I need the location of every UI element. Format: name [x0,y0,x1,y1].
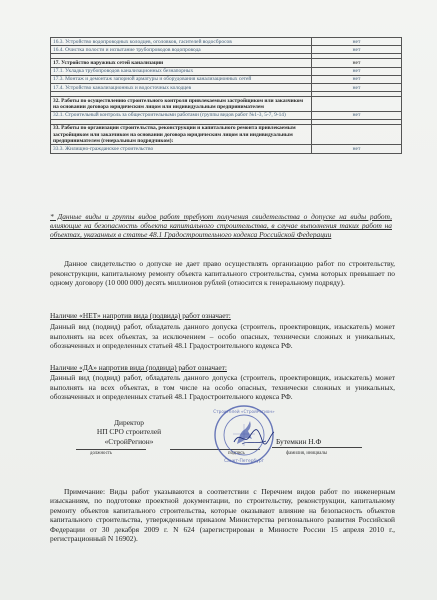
caption-name: фамилия, инициалы [286,451,328,456]
paragraph-no-meaning: Данный вид (подвид) работ, обладатель данного допуска (строитель, проектировщик, изыскатель) может выполнять на всех объектах, за исключением – особо опасных, технически сложных и уникальных, обозначенных и определенных статьей 48.1 Градостроительного кодекса РФ. [50,322,395,351]
work-type-name: 16.3. Устройство водопроводных колодцев, оголовков, гасителей водосбросов [51,38,312,46]
work-type-status: нет [312,38,402,46]
table-row [51,84,402,92]
work-type-status: нет [312,59,402,67]
work-type-status: нет [312,111,402,119]
svg-text:Строителей «СтройРегион»: Строителей «СтройРегион» [213,409,275,414]
paragraph-contract-limit: Данное свидетельство о допуске не дает право осуществлять организацию работ по строительству, реконструкции, капитальному ремонту объекта капитального строительства, сумма которых превышает по одному договору (10 000 000) десять миллионов рублей (относится к генеральному подряду). [50,259,395,288]
work-type-status: нет [312,46,402,54]
signer-position-line: Директор [114,418,144,427]
work-type-name: 33.3. Жилищно-гражданское строительство [51,145,312,153]
work-type-status: нет [312,67,402,75]
remark-note: Примечание: Виды работ указываются в соответствии с Перечнем видов работ по инженерным изысканиям, по подготовке проектной документации, по строительству, реконструкции, капитальному ремонту объектов капитального строительства, которые оказывают влияние на безопасность объектов капитального строительства, утвержденным приказом Министерства регионального развития Российской Федерации от 30 декабря 2009 г. N 624 (зарегистрирован в Минюсте России 15 апреля 2010 г., регистрационный N 16902). [50,487,395,544]
work-type-name: 17.3. Монтаж и демонтаж запорной арматуры и оборудования канализационных сетей [51,75,312,83]
work-type-name: 32. Работы по осуществлению строительного контроля привлекаемым застройщиком или заказчиком на основании договора юридическим лицом или индивидуальным предпринимателем [51,97,312,111]
work-type-status [312,124,402,145]
caption-signature: подпись [228,451,245,456]
work-type-name: 32.1. Строительный контроль за общестроительными работами (группы видов работ №1-3, 5-7, 9-14) [51,111,312,119]
table-row [51,124,402,145]
table-row [51,67,402,75]
work-type-status: нет [312,145,402,153]
svg-text:Санкт-Петербург: Санкт-Петербург [224,459,264,464]
work-type-status: нет [312,84,402,92]
caption-position: должность [90,451,112,456]
table-row [51,46,402,54]
table-row [51,111,402,119]
work-type-name: 16.4. Очистка полости и испытание трубопроводов водопровода [51,46,312,54]
table-row [51,97,402,111]
work-type-status: нет [312,75,402,83]
work-type-status [312,97,402,111]
signature-line-position [76,449,146,450]
signer-position-line: «СтройРегион» [104,436,154,446]
heading-yes-meaning: Наличие «ДА» напротив вида (подвида) работ означает: [50,363,227,372]
work-type-name: 17.1. Укладка трубопроводов канализационных безнапорных [51,67,312,75]
signer-name: Бутемкин Н.Ф [276,437,322,446]
work-types-table [50,37,402,154]
table-row [51,75,402,83]
table-row [51,59,402,67]
handwritten-signature [232,426,276,448]
signature-line-name [272,447,362,448]
table-row [51,145,402,153]
heading-no-meaning: Наличие «НЕТ» напротив вида (подвида) работ означает: [50,311,231,320]
work-type-name: 33. Работы по организации строительства, реконструкции и капитального ремонта привлекаемым застройщиком или заказчиком на основании договора юридическим лицом или индивидуальным предпринимателем (генеральным подрядчиком): [51,124,312,145]
work-type-name: 17.4. Устройство канализационных и водосточных колодцев [51,84,312,92]
signer-position-line: НП СРО строителей [96,427,162,437]
paragraph-yes-meaning: Данный вид (подвид) работ, обладатель данного допуска (строитель, проектировщик, изыскатель) может выполнять на всех объектах, в том числе на особо опасных, технически сложных и уникальных, обозначенных и определенных статьей 48.1 Градостроительного кодекса РФ. [50,373,395,402]
table-row [51,38,402,46]
footnote-note: * Данные виды и группы видов работ требуют получения свидетельства о допуске на виды работ, влияющие на безопасность объекта капитального строительства, в случае выполнения таких работ на объектах, указанных в статье 48.1 Градостроительного кодекса Российской Федерации [50,212,392,240]
work-type-name: 17. Устройство наружных сетей канализации [51,59,312,67]
signer-position [74,418,184,446]
